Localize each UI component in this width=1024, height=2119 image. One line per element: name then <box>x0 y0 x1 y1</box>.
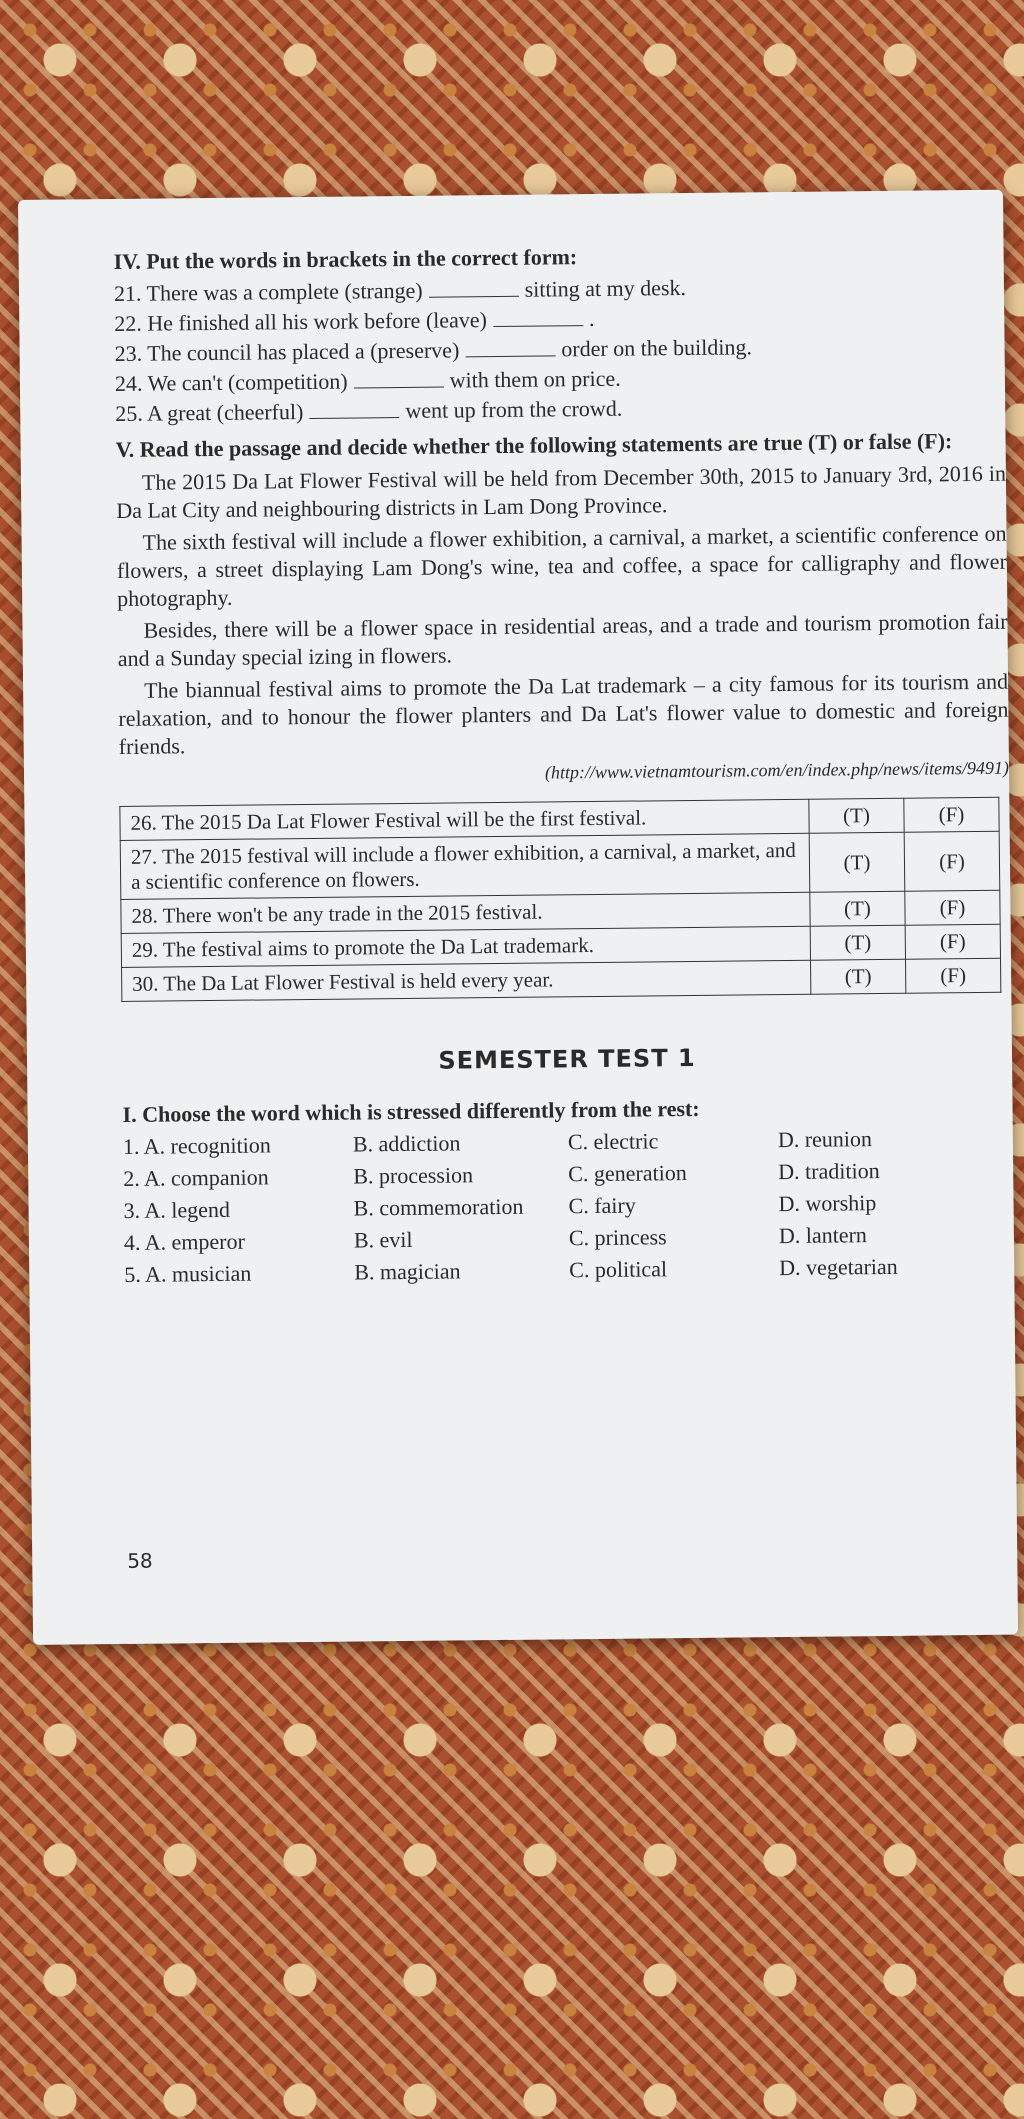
question-21 <box>114 272 1004 307</box>
true-option: (T) <box>809 832 905 892</box>
q22-blank <box>493 311 583 327</box>
false-option: (F) <box>905 924 1000 959</box>
question-22 <box>114 302 1004 337</box>
page-number: 58 <box>127 1548 153 1573</box>
statement-29: 29. The festival aims to promote the Da Lat trademark. <box>121 926 810 967</box>
q24-before: 24. We can't (competition) <box>114 368 348 396</box>
false-option: (F) <box>905 890 1000 925</box>
table-row <box>120 831 1000 899</box>
choice-row <box>123 1189 1013 1224</box>
true-option: (T) <box>810 959 905 994</box>
passage-paragraph: The 2015 Da Lat Flower Festival will be held from December 30th, 2015 to January 3rd, 2016 in Da Lat City and neighbouring districts in Lam Dong Province. <box>116 460 1007 523</box>
choice-a: 3. A. legend <box>123 1196 231 1223</box>
choice-b: B. commemoration <box>353 1193 524 1221</box>
choice-row <box>124 1253 1014 1288</box>
passage <box>116 460 1009 761</box>
statement-26: 26. The 2015 Da Lat Flower Festival will be the first festival. <box>120 799 809 840</box>
choice-b: B. magician <box>354 1258 461 1285</box>
q25-before: 25. A great (cheerful) <box>115 399 304 426</box>
choice-a: 5. A. musician <box>124 1260 252 1287</box>
section-5 <box>115 428 1011 1002</box>
choice-b: B. addiction <box>352 1130 461 1157</box>
choice-d: D. tradition <box>778 1158 880 1185</box>
passage-paragraph: The sixth festival will include a flower exhibition, a carnival, a market, a scientific conference on flowers, a street displaying Lam Dong's wine, tea and coffee, a space for calligraphy and flower photography. <box>116 520 1007 611</box>
question-24 <box>115 362 1005 397</box>
choice-c: C. princess <box>568 1224 667 1251</box>
choice-d: D. vegetarian <box>779 1253 898 1281</box>
section-4-heading: IV. Put the words in brackets in the correct form: <box>113 244 578 275</box>
choice-row <box>123 1125 1013 1160</box>
q21-after: sitting at my desk. <box>524 275 687 302</box>
choice-c: C. electric <box>567 1128 659 1155</box>
choice-a: 2. A. companion <box>123 1164 269 1191</box>
true-false-table <box>119 797 1001 1002</box>
q21-blank <box>429 282 519 298</box>
semester-test-title: SEMESTER TEST 1 <box>438 1043 696 1075</box>
q25-after: went up from the crowd. <box>405 395 623 423</box>
choice-row <box>124 1221 1014 1256</box>
stress-choices <box>123 1125 1015 1288</box>
page-content <box>114 240 1015 1294</box>
choice-c: C. fairy <box>568 1192 636 1219</box>
q24-after: with them on price. <box>449 365 621 393</box>
choice-b: B. procession <box>353 1162 474 1189</box>
q23-blank <box>465 341 555 357</box>
statement-27: 27. The 2015 festival will include a flower exhibition, a carnival, a market, and a scientific conference on flowers. <box>120 833 810 899</box>
choice-a: 4. A. emperor <box>123 1228 246 1255</box>
choice-c: C. generation <box>568 1160 687 1187</box>
true-option: (T) <box>809 798 904 833</box>
book-page <box>18 190 1018 1645</box>
question-25 <box>115 392 1005 427</box>
q24-blank <box>354 373 444 389</box>
true-option: (T) <box>810 925 905 960</box>
choice-b: B. evil <box>353 1226 413 1253</box>
choice-d: D. reunion <box>777 1126 873 1153</box>
statement-30: 30. The Da Lat Flower Festival is held every year. <box>122 960 811 1001</box>
question-23 <box>114 332 1004 367</box>
passage-paragraph: Besides, there will be a flower space in residential areas, and a trade and tourism promotion fair and a Sunday special izing in flowers. <box>117 608 1008 671</box>
q25-blank <box>309 403 399 419</box>
choice-d: D. worship <box>778 1190 877 1217</box>
choice-a: 1. A. recognition <box>122 1132 271 1159</box>
q21-before: 21. There was a complete (strange) <box>113 277 423 306</box>
false-option: (F) <box>904 797 999 832</box>
q22-after: . <box>588 305 595 332</box>
q22-before: 22. He finished all his work before (leave) <box>114 307 488 336</box>
choice-d: D. lantern <box>778 1222 867 1249</box>
section-4 <box>114 240 1006 427</box>
section-5-heading: V. Read the passage and decide whether the following statements are true (T) or false (F): <box>115 428 953 462</box>
true-option: (T) <box>810 891 905 926</box>
statement-28: 28. There won't be any trade in the 2015 festival. <box>121 892 810 933</box>
q23-before: 23. The council has placed a (preserve) <box>114 337 460 366</box>
semester-section-1-heading: I. Choose the word which is stressed differently from the rest: <box>122 1095 700 1127</box>
choice-c: C. political <box>569 1256 668 1283</box>
passage-source: (http://www.vietnamtourism.com/en/index.php/news/items/9491) <box>544 757 1010 783</box>
choice-row <box>123 1157 1013 1192</box>
false-option: (F) <box>905 958 1000 993</box>
q23-after: order on the building. <box>561 334 753 362</box>
passage-paragraph: The biannual festival aims to promote the Da Lat trademark – a city famous for its tourism and relaxation, and to honour the flower planters and Da Lat's flower value to domestic and foreign friends. <box>118 668 1009 759</box>
false-option: (F) <box>904 831 1000 891</box>
